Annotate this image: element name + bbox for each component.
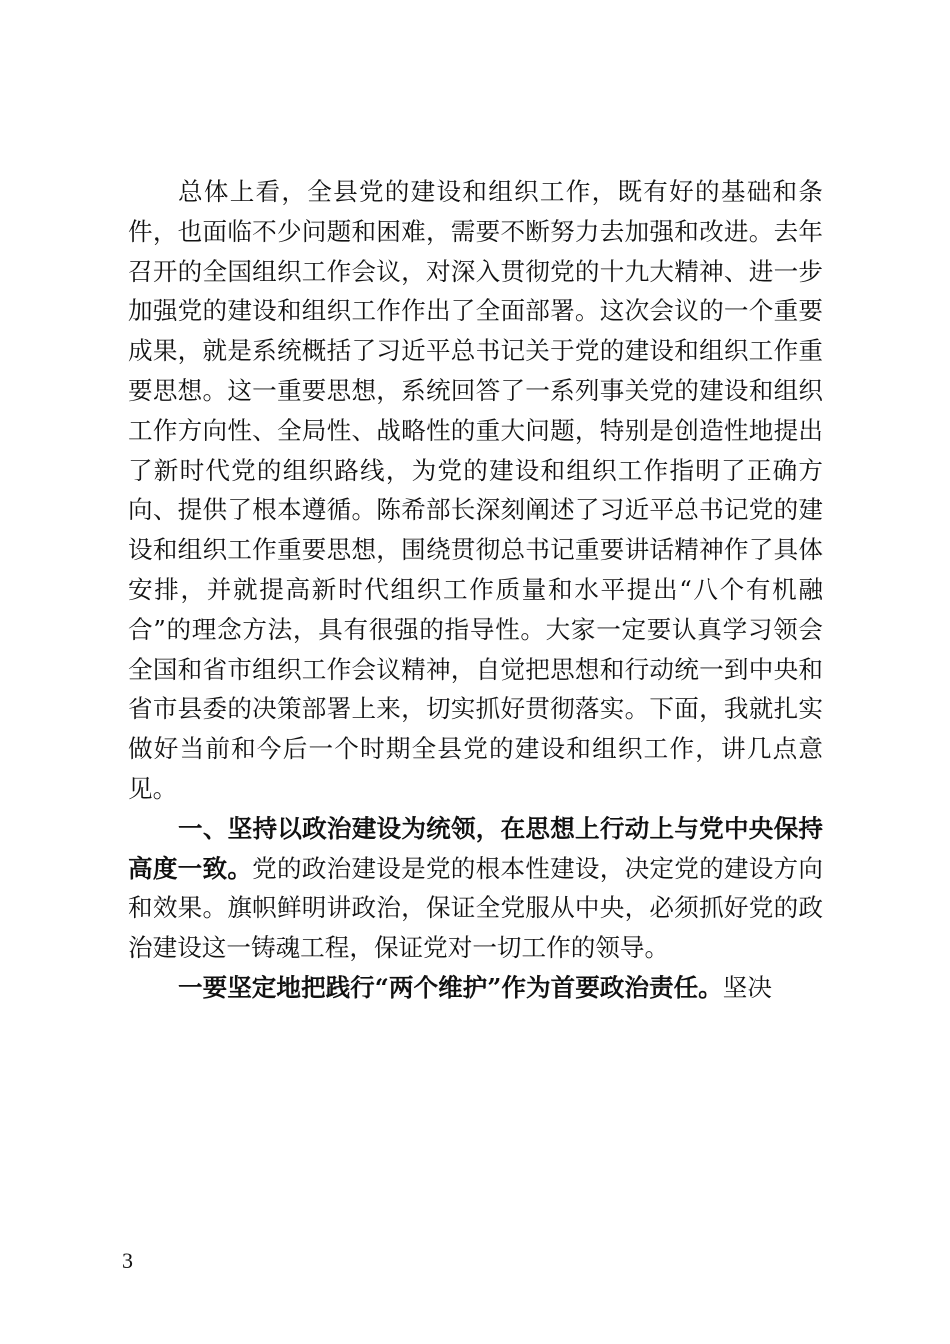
document-body (128, 172, 823, 1008)
section-heading: 一、坚持以政治建设为统领，在思想上行动上与党中央保持高度一致。 (128, 813, 823, 883)
page-number: 3 (122, 1248, 133, 1273)
paragraph-section-one (128, 809, 823, 968)
paragraph-text: 坚决 (722, 972, 772, 1002)
paragraph-text: 总体上看，全县党的建设和组织工作，既有好的基础和条件，也面临不少问题和困难，需要不断努力去加强和改进。去年召开的全国组织工作会议，对深入贯彻党的十九大精神、进一步加强党的建设和组织工作作出了全面部署。这次会议的一个重要成果，就是系统概括了习近平总书记关于党的建设和组织工作重要思想。这一重要思想，系统回答了一系列事关党的建设和组织工作方向性、全局性、战略性的重大问题，特别是创造性地提出了新时代党的组织路线，为党的建设和组织工作指明了正确方向、提供了根本遵循。陈希部长深刻阐述了习近平总书记党的建设和组织工作重要思想，围绕贯彻总书记重要讲话精神作了具体安排，并就提高新时代组织工作质量和水平提出“八个有机融合”的理念方法，具有很强的指导性。大家一定要认真学习领会全国和省市组织工作会议精神，自觉把思想和行动统一到中央和省市县委的决策部署上来，切实抓好贯彻落实。下面，我就扎实做好当前和今后一个时期全县党的建设和组织工作，讲几点意见。 (128, 177, 823, 803)
paragraph-overview (128, 172, 823, 809)
paragraph-point-one (128, 968, 823, 1008)
point-heading: 一要坚定地把践行“两个维护”作为首要政治责任。 (178, 972, 723, 1002)
paragraph-text: 党的政治建设是党的根本性建设，决定党的建设方向和效果。旗帜鲜明讲政治，保证全党服从中央，必须抓好党的政治建设这一铸魂工程，保证党对一切工作的领导。 (128, 853, 823, 963)
